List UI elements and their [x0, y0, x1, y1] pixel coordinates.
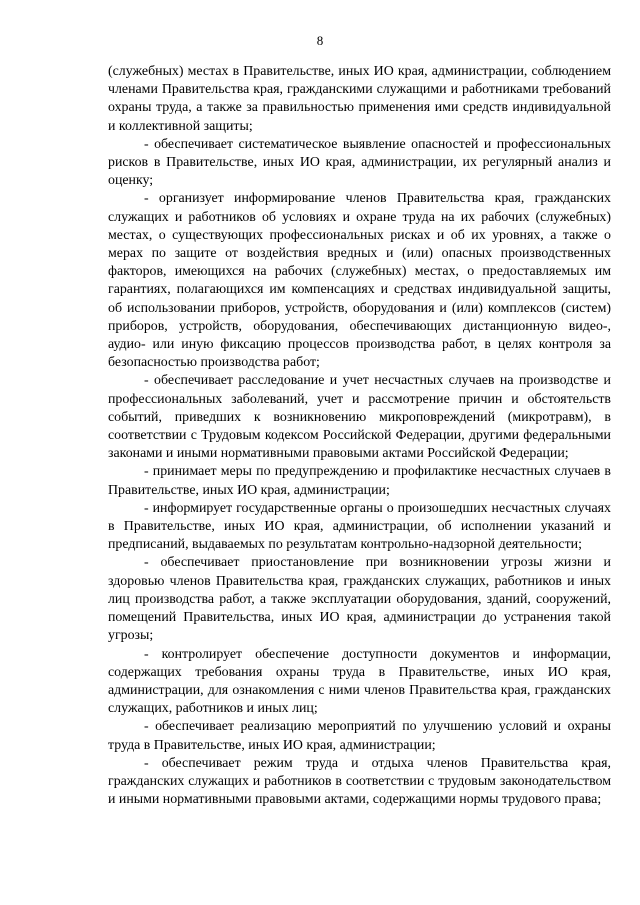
list-item: - контролирует обеспечение доступности документов и информации, содержащих требования охраны труда в Правительстве, иных ИО края, администрации, для ознакомления с ними членов Правительства края, гражданских служащих, работников и иных лиц; — [108, 646, 611, 717]
list-item: - обеспечивает расследование и учет несчастных случаев на производстве и профессиональных заболеваний, учет и рассмотрение причин и обстоятельств событий, приведших к возникновению микроповреждений (микротравм), в соответствии с Трудовым кодексом Российской Федерации, другими федеральными законами и иными нормативными правовыми актами Российской Федерации; — [108, 373, 611, 462]
document-body — [108, 63, 611, 809]
list-item: - обеспечивает реализацию мероприятий по улучшению условий и охраны труда в Правительстве, иных ИО края, администрации; — [108, 719, 611, 753]
paragraph-continuation: (служебных) местах в Правительстве, иных ИО края, администрации, соблюдением членами Правительства края, гражданскими служащими и работниками требований охраны труда, а также за правильностью применения ими средств индивидуальной и коллективной защиты; — [108, 64, 611, 134]
list-item: - обеспечивает приостановление при возникновении угрозы жизни и здоровью членов Правительства края, гражданских служащих, работников и иных лиц производства работ, а также эксплуатации оборудования, зданий, сооружений, помещений Правительства, иных ИО края, администрации до устранения такой угрозы; — [108, 555, 611, 644]
list-item: - организует информирование членов Правительства края, гражданских служащих и работников об условиях и охране труда на их рабочих (служебных) местах, о существующих профессиональных рисках и об их уровнях, а также о мерах по защите от воздействия вредных и (или) опасных производственных факторов, имеющихся на рабочих (служебных) местах, о предоставляемых им гарантиях, полагающихся им компенсациях и средствах индивидуальной защиты, об использовании приборов, устройств, оборудования и (или) комплексов (систем) приборов, устройств, оборудования, обеспечивающих дистанционную видео-, аудио- или иную фиксацию процессов производства работ, в целях контроля за безопасностью производства работ; — [108, 191, 611, 371]
list-item: - принимает меры по предупреждению и профилактике несчастных случаев в Правительстве, иных ИО края, администрации; — [108, 464, 611, 498]
list-item: - информирует государственные органы о произошедших несчастных случаях в Правительстве, иных ИО края, администрации, об исполнении указаний и предписаний, выдаваемых по результатам контрольно-надзорной деятельности; — [108, 500, 611, 553]
list-item: - обеспечивает режим труда и отдыха членов Правительства края, гражданских служащих и работников в соответствии с трудовым законодательством и иными нормативными правовыми актами, содержащими нормы трудового права; — [108, 755, 611, 808]
list-item: - обеспечивает систематическое выявление опасностей и профессиональных рисков в Правительстве, иных ИО края, администрации, их регулярный анализ и оценку; — [108, 136, 611, 189]
page-number: 8 — [316, 33, 324, 48]
